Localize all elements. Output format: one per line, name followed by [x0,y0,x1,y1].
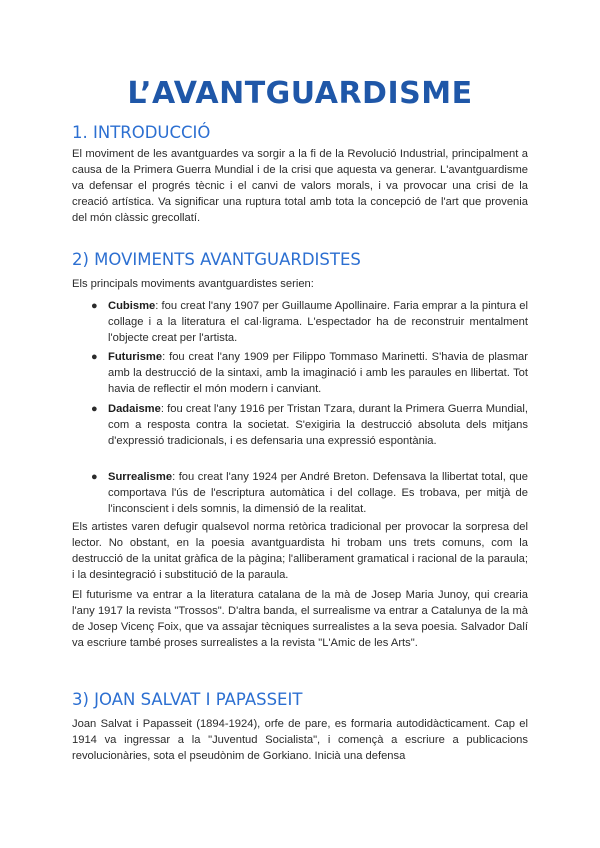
term-cubisme: Cubisme [108,300,156,312]
text-surrealisme: : fou creat l'any 1924 per André Breton. Defensava la llibertat total, que comportava l'ús de l'escriptura automàtica i del collage. Es trobava, per mitjà de l'inconscient i dels somnis, la dimensió de la realitat. [108,471,528,515]
document-title: L’AVANTGUARDISME [127,76,473,111]
bullet-futurisme-marker: ● [91,351,98,363]
list-item-dadaisme [108,401,528,449]
avantguarda-paragraph-2: El futurisme va entrar a la literatura catalana de la mà de Josep Maria Junoy, qui crearia l'any 1917 la revista "Trossos". D'altra banda, el surrealisme va entrar a Catalunya de la mà de Josep Vicenç Foix, que va assajar tècniques surrealistes a la seva poesia. Salvador Dalí va escriure també proses surrealistes a la revista "L'Amic de les Arts". [72,589,528,649]
bullet-surrealisme-marker: ● [91,471,98,483]
term-futurisme: Futurisme [108,351,163,363]
intro-paragraph: El moviment de les avantguardes va sorgir a la fi de la Revolució Industrial, principalment a causa de la Primera Guerra Mundial i de la crisi que aquesta va generar. L'avantguardisme va defensar el progrés tècnic i el canvi de valors morals, i va provocar una crisi de la creació artística. Va significar una ruptura total amb tota la concepció de l'art que provenia del món clàssic grecollatí. [72,148,528,224]
list-item-futurisme [108,349,528,397]
text-dadaisme: : fou creat l'any 1916 per Tristan Tzara, durant la Primera Guerra Mundial, com a resposta contra la societat. S'exigiria la destrucció absoluta dels mitjans d'expressió tradicionals, i es defensaria una expressió espontània. [108,403,528,447]
salvat-paragraph: Joan Salvat i Papasseit (1894-1924), orfe de pare, es formaria autodidàcticament. Cap el 1914 va ingressar a la "Juventud Socialista", i començà a escriure a publicacions revolucionàries, sota el pseudònim de Gorkiano. Inicià una defensa [72,718,528,762]
bullet-dadaisme-marker: ● [91,403,98,415]
section-heading-moviments: 2) MOVIMENTS AVANTGUARDISTES [72,250,361,269]
avantguarda-paragraph-1: Els artistes varen defugir qualsevol norma retòrica tradicional per provocar la sorpresa del lector. No obstant, en la poesia avantguardista hi trobam uns trets comuns, com la destrucció de la unitat gràfica de la pàgina; l'alliberament gramatical i racional de la paraula; i la desintegració i substitució de la paraula. [72,521,528,581]
list-item-surrealisme [108,469,528,517]
list-item-cubisme [108,298,528,346]
section-heading-introduccio: 1. INTRODUCCIÓ [72,123,211,142]
term-dadaisme: Dadaisme [108,403,161,415]
text-cubisme: : fou creat l'any 1907 per Guillaume Apollinaire. Faria emprar a la pintura el collage i a la literatura el cal·ligrama. L'espectador ha de reconstruir mentalment l'objecte creat per l'artista. [108,300,528,344]
text-futurisme: : fou creat l'any 1909 per Filippo Tommaso Marinetti. S'havia de plasmar amb la destrucció de la sintaxi, amb la imaginació i amb les paraules en llibertat. Tot havia de reflectir el món modern i canviant. [108,351,528,395]
moviments-intro: Els principals moviments avantguardistes serien: [72,278,314,290]
term-surrealisme: Surrealisme [108,471,173,483]
bullet-cubisme-marker: ● [91,300,98,312]
section-heading-salvat: 3) JOAN SALVAT I PAPASSEIT [72,690,303,709]
